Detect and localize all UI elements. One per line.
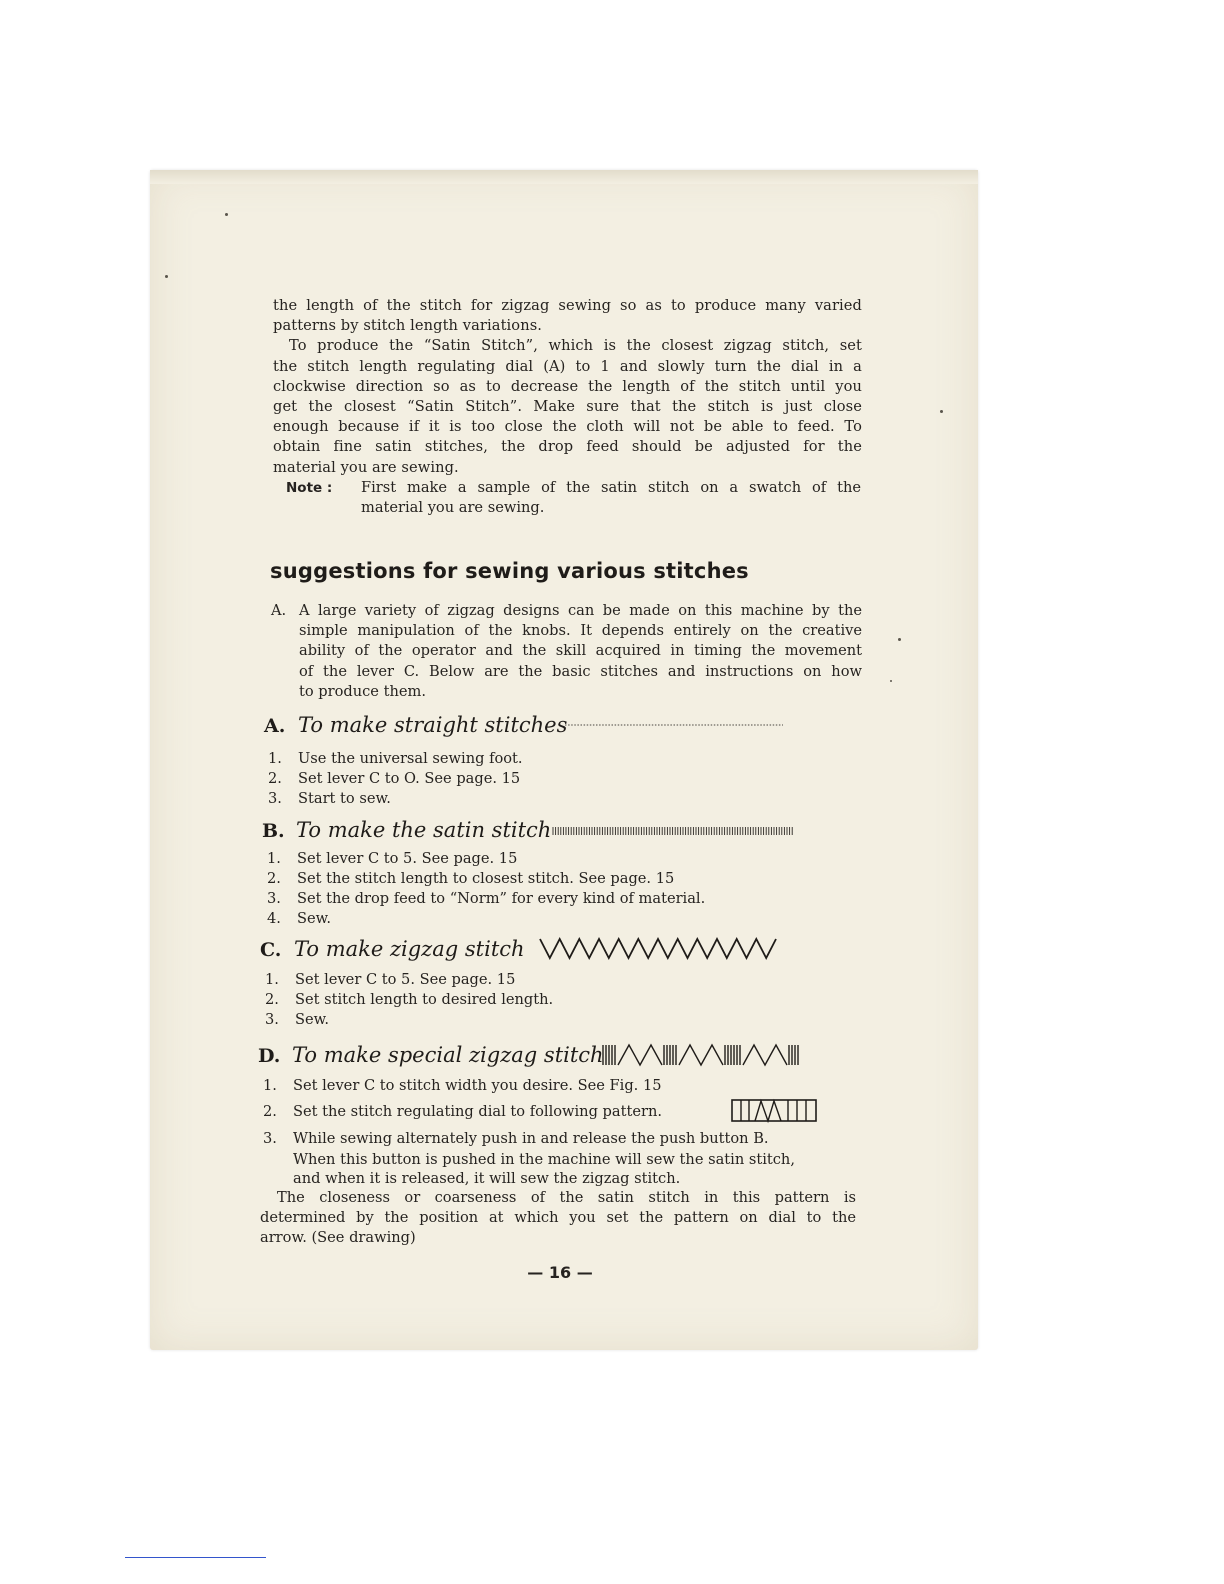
item-number: 1. <box>263 1077 277 1094</box>
special-zigzag-stitch-icon <box>601 1043 847 1067</box>
paragraph-line: get the closest “Satin Stitch”. Make sure that the stitch is just close <box>273 398 862 416</box>
list-item <box>268 769 520 789</box>
item-text: Set stitch length to desired length. <box>295 991 554 1008</box>
paragraph-line: the stitch length regulating dial (A) to 1 and slowly turn the dial in a <box>273 357 862 375</box>
paper-speck <box>940 410 943 413</box>
item-number: 1. <box>267 850 281 867</box>
zigzag-stitch-icon <box>538 936 778 962</box>
item-number: 1. <box>268 750 282 767</box>
section-c-title <box>260 937 525 961</box>
straight-stitch-icon <box>565 722 785 728</box>
list-item-continuation: and when it is released, it will sew the zigzag stitch. <box>293 1170 681 1187</box>
paper-speck <box>225 213 228 216</box>
item-text: Use the universal sewing foot. <box>298 750 523 767</box>
list-item <box>263 1102 662 1122</box>
paragraph-line: enough because if it is too close the cloth will not be able to feed. To <box>273 418 862 436</box>
item-number: 2. <box>263 1103 277 1120</box>
intro-line: simple manipulation of the knobs. It depends entirely on the creative <box>299 622 862 640</box>
item-text: Set lever C to stitch width you desire. See Fig. 15 <box>293 1077 662 1094</box>
list-item <box>267 889 705 909</box>
list-item <box>263 1129 769 1149</box>
item-number: 3. <box>267 890 281 907</box>
list-item <box>263 1076 662 1096</box>
list-item <box>268 749 523 769</box>
item-text: Start to sew. <box>298 790 391 807</box>
list-item <box>265 990 553 1010</box>
intro-body <box>299 601 862 702</box>
section-d-title <box>258 1043 604 1067</box>
intro-paragraph <box>273 296 862 478</box>
intro-line: to produce them. <box>299 682 426 700</box>
section-letter: B. <box>262 820 285 842</box>
page-top-edge <box>150 170 978 184</box>
closing-line: arrow. (See drawing) <box>260 1229 416 1247</box>
list-item <box>265 1010 329 1030</box>
paper-speck <box>898 638 901 641</box>
note-label: Note : <box>286 480 333 496</box>
link-underline <box>125 1557 266 1558</box>
intro-line: ability of the operator and the skill acquired in timing the movement <box>299 642 862 660</box>
item-number: 3. <box>265 1011 279 1028</box>
intro-line: of the lever C. Below are the basic stitches and instructions on how <box>299 662 862 680</box>
item-text: Set the stitch regulating dial to following pattern. <box>293 1103 662 1120</box>
closing-line: determined by the position at which you set the pattern on dial to the <box>260 1209 856 1227</box>
item-text: Sew. <box>295 1011 330 1028</box>
section-a-title <box>264 713 567 737</box>
paragraph-line: obtain fine satin stitches, the drop feed should be adjusted for the <box>273 438 862 456</box>
section-title: To make straight stitches <box>298 713 568 737</box>
item-number: 4. <box>267 910 281 927</box>
paragraph-line: material you are sewing. <box>273 458 459 476</box>
item-text: Set lever C to O. See page. 15 <box>298 770 521 787</box>
section-heading: suggestions for sewing various stitches <box>270 559 749 583</box>
item-text: Set the drop feed to “Norm” for every kind of material. <box>297 890 706 907</box>
item-number: 3. <box>263 1130 277 1147</box>
section-title: To make zigzag stitch <box>294 937 525 961</box>
section-letter: C. <box>260 939 282 961</box>
item-number: 1. <box>265 971 279 988</box>
list-item <box>267 909 331 929</box>
item-number: 2. <box>267 870 281 887</box>
item-number: 2. <box>268 770 282 787</box>
paper-speck <box>890 680 892 682</box>
list-item <box>265 970 515 990</box>
section-title: To make special zigzag stitch <box>292 1043 604 1067</box>
section-b-title <box>262 818 551 842</box>
note-text <box>361 478 861 518</box>
note-line: First make a sample of the satin stitch on a swatch of the <box>361 479 861 496</box>
item-text: Set the stitch length to closest stitch. See page. 15 <box>297 870 675 887</box>
closing-line: The closeness or coarseness of the satin stitch in this pattern is <box>277 1189 856 1206</box>
satin-stitch-icon <box>552 826 796 836</box>
item-text: Sew. <box>297 910 332 927</box>
item-text: Set lever C to 5. See page. 15 <box>295 971 516 988</box>
intro-line: A large variety of zigzag designs can be made on this machine by the <box>299 602 862 619</box>
paragraph-line: patterns by stitch length variations. <box>273 317 543 335</box>
list-item <box>268 789 391 809</box>
paper-speck <box>165 275 168 278</box>
list-item-continuation: When this button is pushed in the machine will sew the satin stitch, <box>293 1151 795 1168</box>
list-item <box>267 849 517 869</box>
intro-letter: A. <box>271 602 287 619</box>
note-line: material you are sewing. <box>361 499 545 516</box>
paragraph-line: the length of the stitch for zigzag sewing so as to produce many varied <box>273 297 862 314</box>
section-letter: D. <box>258 1045 281 1067</box>
list-item <box>267 869 674 889</box>
section-letter: A. <box>264 715 286 737</box>
paragraph-line: clockwise direction so as to decrease the length of the stitch until you <box>273 377 862 395</box>
paragraph-line: To produce the “Satin Stitch”, which is the closest zigzag stitch, set <box>289 337 862 355</box>
closing-paragraph <box>260 1188 856 1249</box>
item-text: Set lever C to 5. See page. 15 <box>297 850 518 867</box>
item-number: 3. <box>268 790 282 807</box>
section-title: To make the satin stitch <box>296 818 552 842</box>
page-number: — 16 — <box>527 1263 593 1282</box>
dial-pattern-icon <box>731 1098 819 1124</box>
item-number: 2. <box>265 991 279 1008</box>
item-text: While sewing alternately push in and release the push button B. <box>293 1130 769 1147</box>
